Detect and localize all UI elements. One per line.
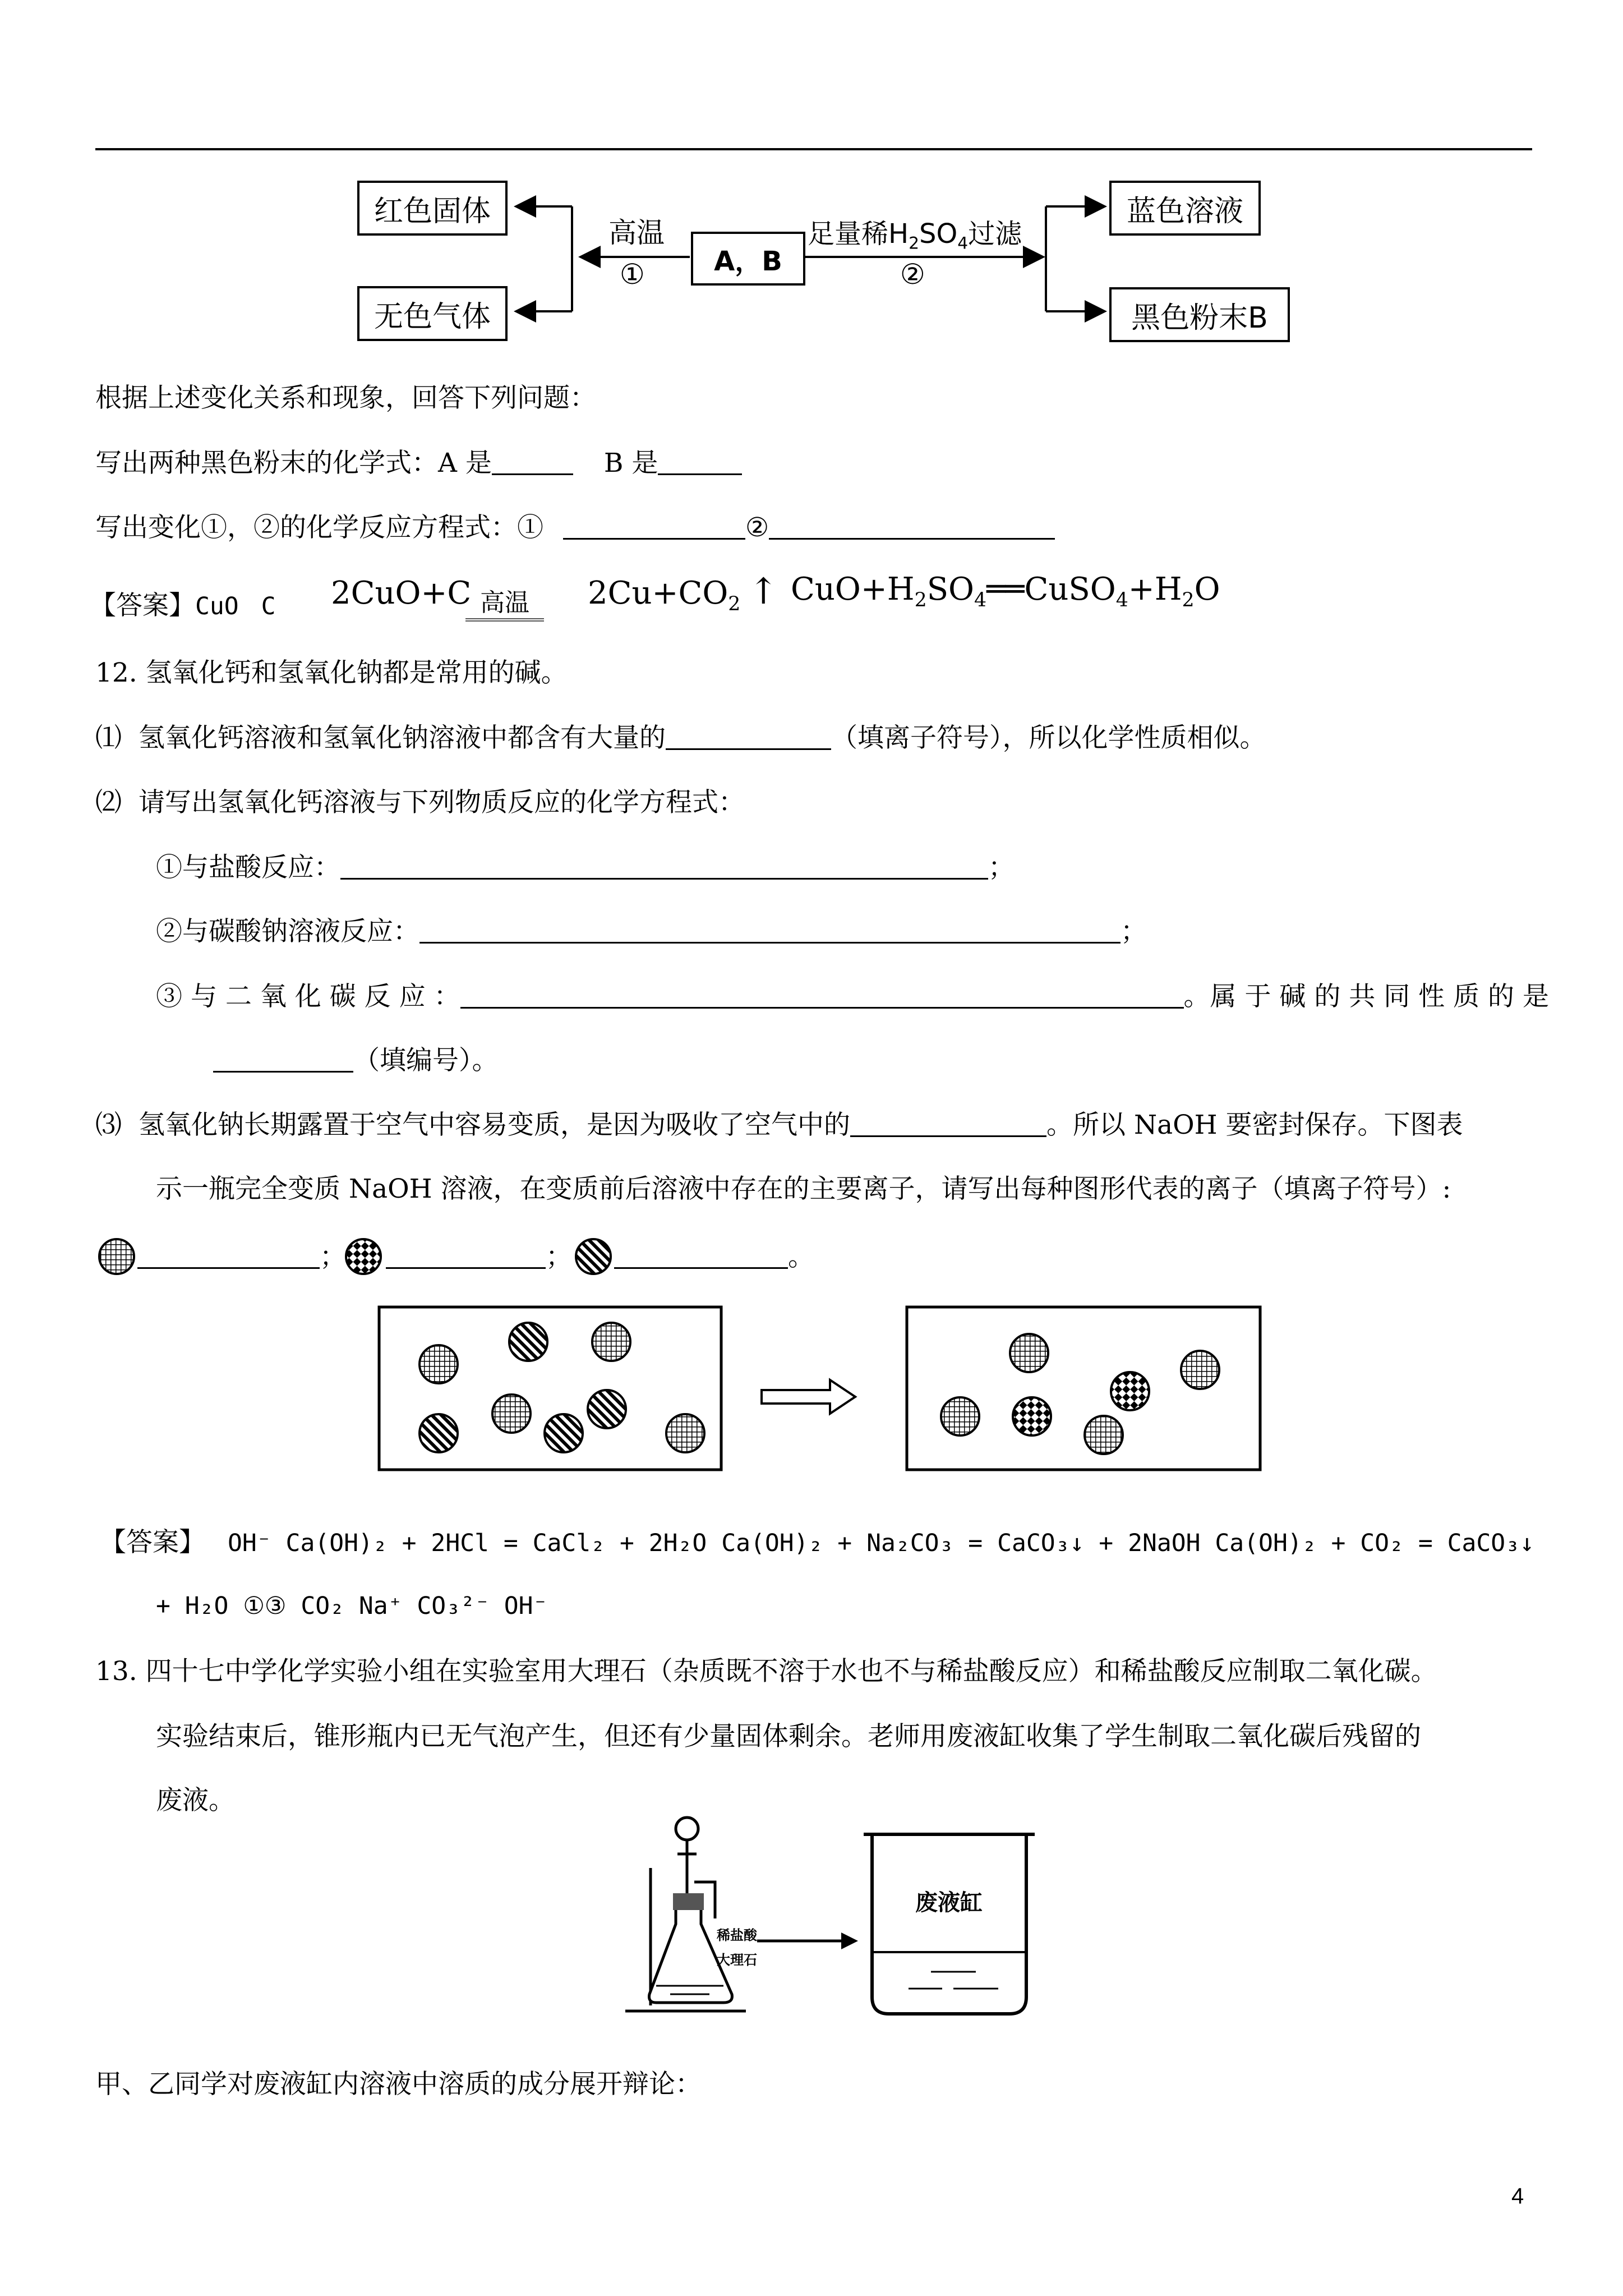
label-marble: 大理石 <box>717 1952 757 1968</box>
label-acid-filter: 足量稀$H_2SO_4$过滤 <box>808 218 1022 254</box>
page-number: 4 <box>1511 2184 1524 2208</box>
q11-answer: 【答案】CuO C <box>90 590 276 621</box>
q12-part2-1: ①与盐酸反应： ； <box>156 852 1015 883</box>
q11-equation-question: 写出变化①，②的化学反应方程式：① ② <box>95 512 1055 544</box>
q12-part1: ⑴ 氢氧化钙溶液和氢氧化钠溶液中都含有大量的 （填离子符号），所以化学性质相似。 <box>95 723 1266 753</box>
q11-answer-eq1-condition: 高温 <box>465 582 544 622</box>
label-waste-tank: 废液缸 <box>915 1890 983 1916</box>
q12-part3-c: 示一瓶完全变质 NaOH 溶液，在变质前后溶液中存在的主要离子，请写出每种图形代表的离子（填离子符号）: <box>156 1174 1451 1204</box>
flow-arrows <box>0 0 1623 359</box>
q11-answer-eq1-product: $2Cu+CO_2$ ↑ <box>588 571 778 616</box>
q12-part2-2: ②与碳酸钠溶液反应： ； <box>156 916 1147 947</box>
q13-line3: 废液。 <box>156 1785 235 1816</box>
box-colorless-gas: 无色气体 <box>357 286 508 341</box>
q11-answer-eq2: $CuO+H_2SO_4══CuSO_4+H_2O$ <box>791 571 1220 612</box>
label-step-1: ① <box>620 258 645 291</box>
box-red-solid: 红色固体 <box>357 181 508 236</box>
label-high-temp: 高温 <box>608 217 665 249</box>
q12-part3-a: ⑶ 氢氧化钠长期露置于空气中容易变质，是因为吸收了空气中的 。所以 NaOH 要密封保存。下图表 <box>95 1110 1463 1140</box>
label-dilute-hcl: 稀盐酸 <box>717 1927 757 1943</box>
q12-part2: ⑵ 请写出氢氧化钙溶液与下列物质反应的化学方程式： <box>95 787 745 818</box>
q12-part2-fill: （填编号）。 <box>213 1045 499 1076</box>
q12-answer-line2: + H₂O ①③ CO₂ Na⁺ CO₃²⁻ OH⁻ <box>156 1592 548 1620</box>
box-black-powder-b: 黑色粉末B <box>1109 287 1290 342</box>
box-ab: A，B <box>691 232 805 286</box>
q12-answer-line1: 【答案】 OH⁻ Ca(OH)₂ + 2HCl = CaCl₂ + 2H₂O Ca(OH)₂ + Na₂CO₃ = CaCO₃↓ + 2NaOH Ca(OH)₂ + CO₂ = CaCO₃↓ <box>100 1527 1534 1558</box>
q11-answer-eq1: 2CuO+C <box>331 575 472 611</box>
particle-figure <box>0 1290 1623 1503</box>
apparatus-drawing <box>617 1812 1066 2025</box>
q12-part2-3: ③ 与 二 氧 化 碳 反 应 ： 。属 于 碱 的 共 同 性 质 的 是 <box>156 981 1549 1012</box>
q11-intro: 根据上述变化关系和现象，回答下列问题： <box>95 383 596 413</box>
q11-formula-question: 写出两种黑色粉末的化学式：A 是 B 是 <box>95 447 742 479</box>
q13-line1: 13. 四十七中学化学实验小组在实验室用大理石（杂质既不溶于水也不与稀盐酸反应）和稀盐酸反应制取二氧化碳。 <box>95 1656 1437 1687</box>
box-blue-solution: 蓝色溶液 <box>1109 181 1261 236</box>
q12-title: 12. 氢氧化钙和氢氧化钠都是常用的碱。 <box>95 657 568 688</box>
q13-line4: 甲、乙同学对废液缸内溶液中溶质的成分展开辩论： <box>95 2069 702 2100</box>
label-step-2: ② <box>900 258 925 291</box>
q13-line2: 实验结束后，锥形瓶内已无气泡产生，但还有少量固体剩余。老师用废液缸收集了学生制取二氧化碳后残留的 <box>156 1721 1421 1752</box>
